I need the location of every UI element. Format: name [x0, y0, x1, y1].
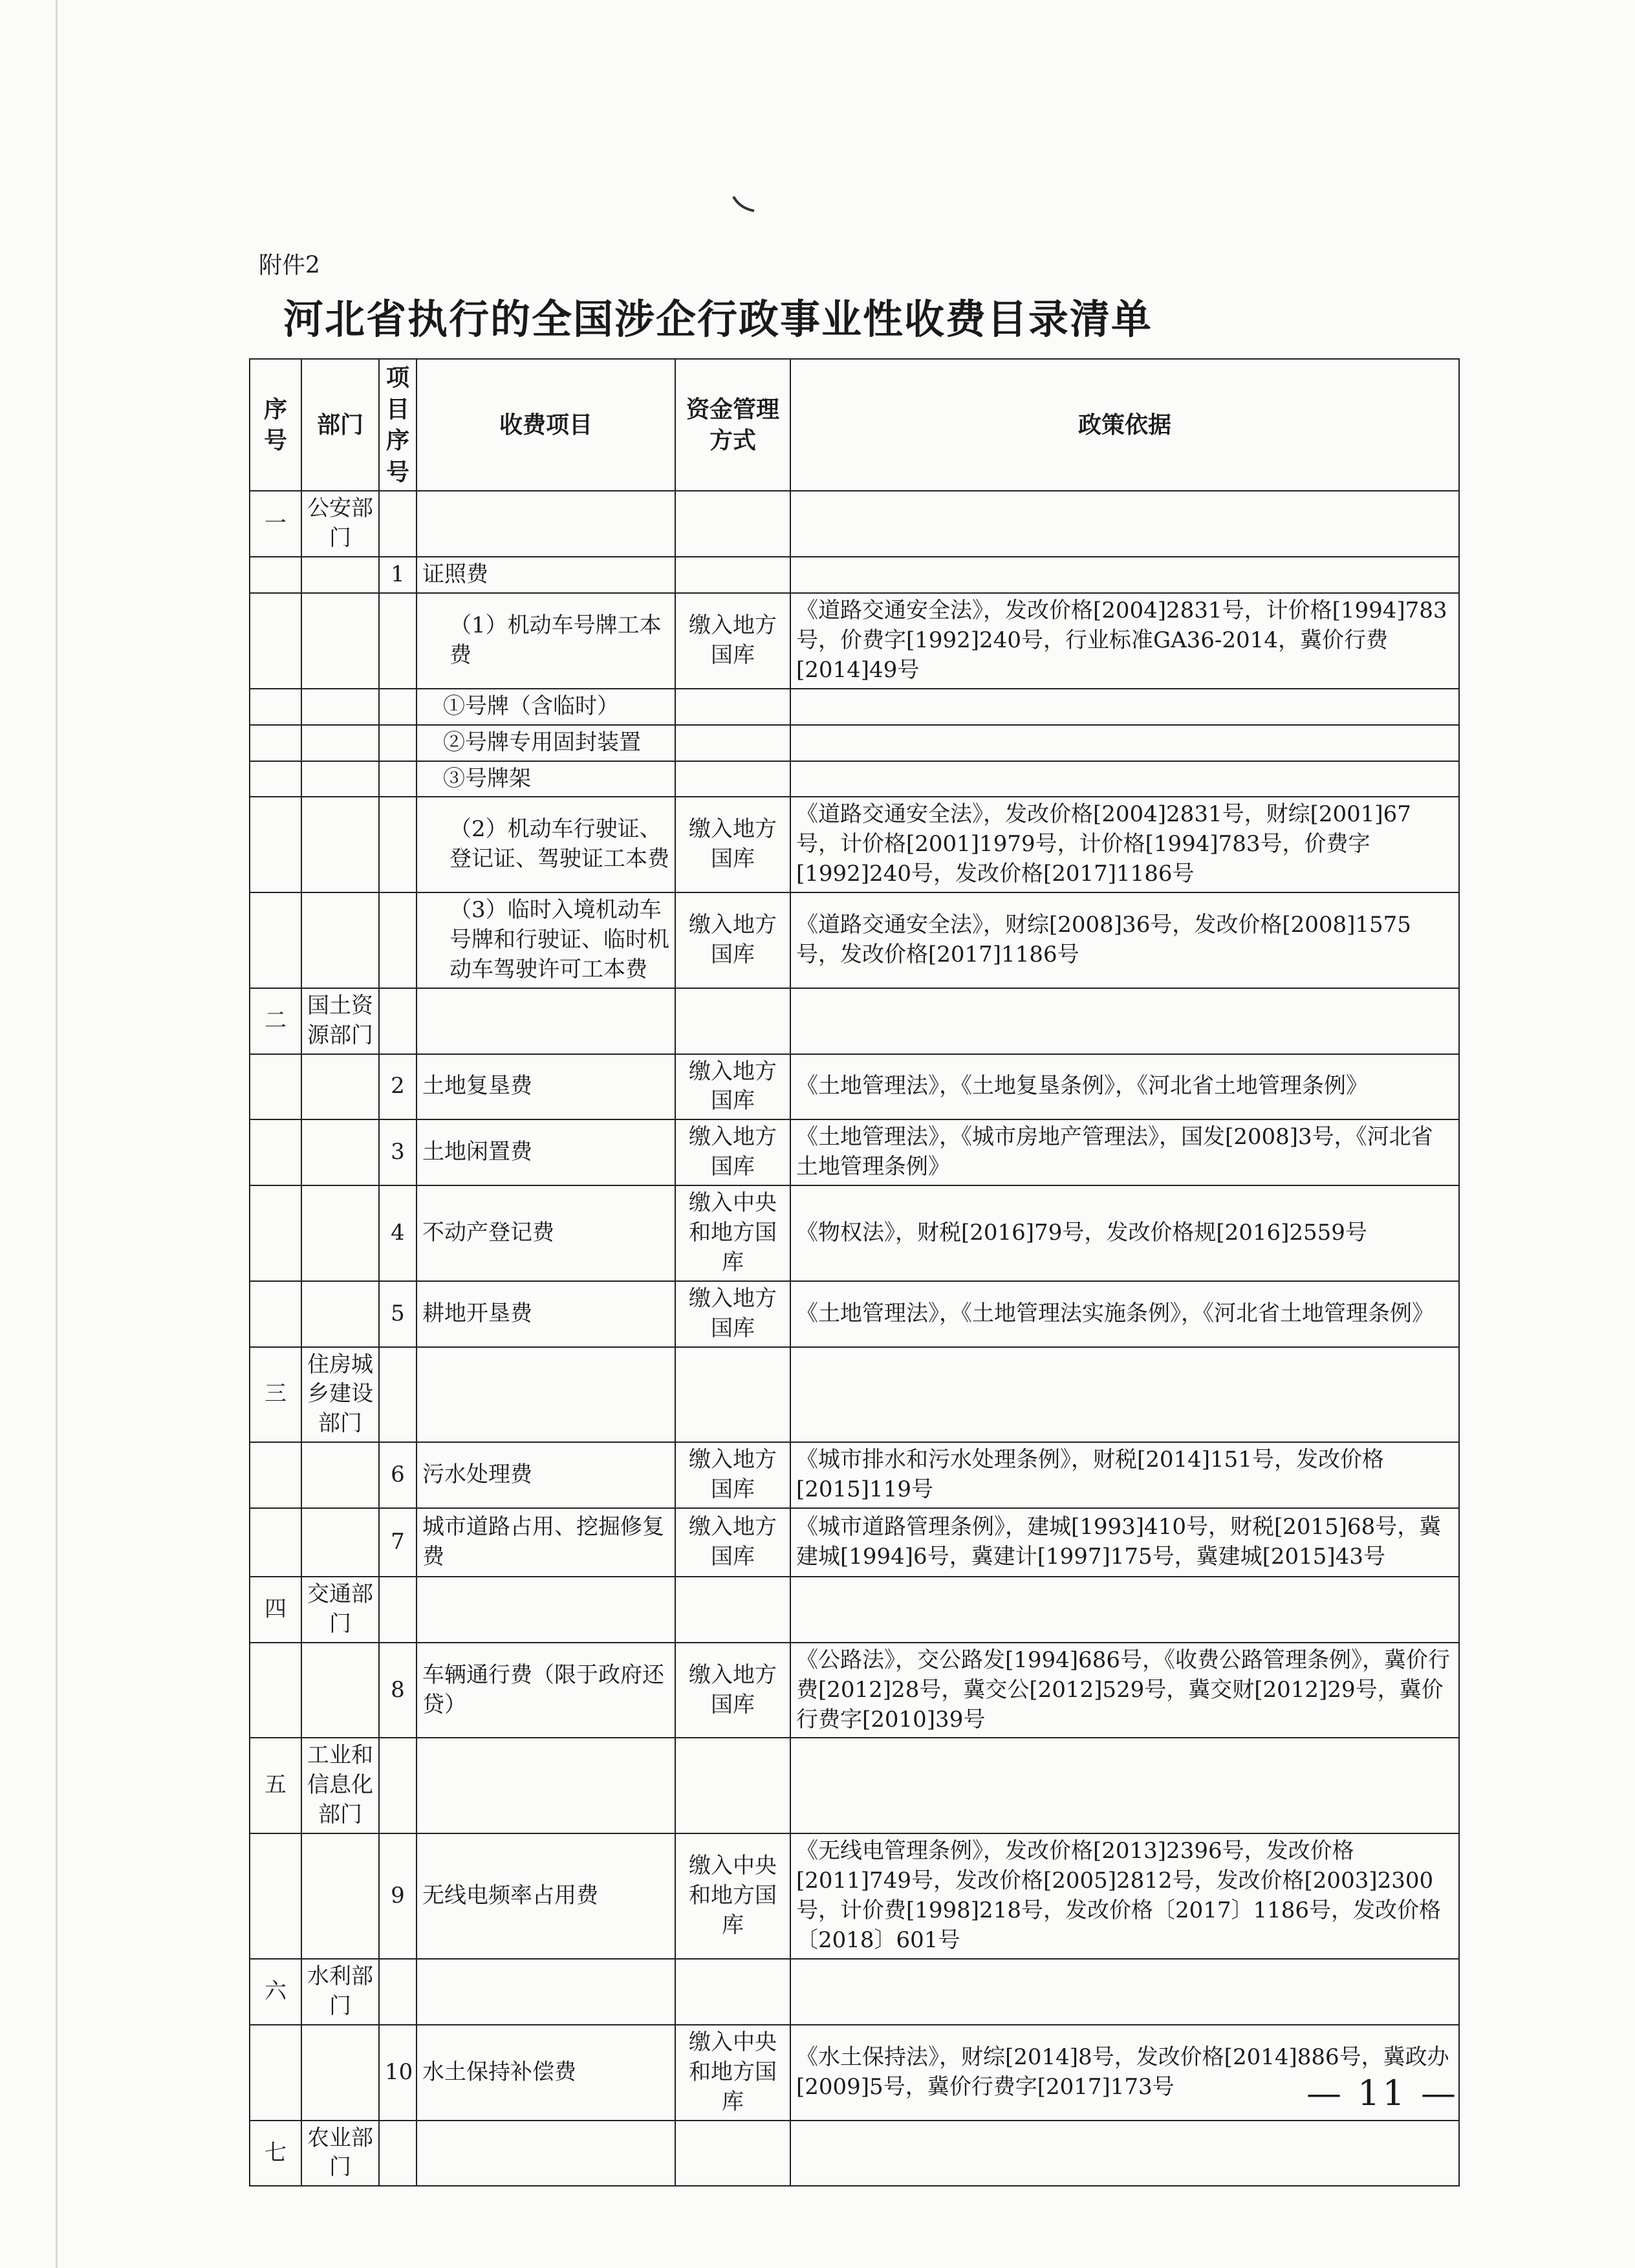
cell-policy: 《公路法》，交公路发[1994]686号，《收费公路管理条例》，冀价行费[2012]28号，冀交公[2012]529号，冀交财[2012]29号，冀价行费字[2010]39号 — [790, 1643, 1459, 1738]
cell-dept: 公安部门 — [301, 491, 379, 557]
header-fee-item: 收费项目 — [417, 359, 675, 491]
table-row — [250, 1577, 1459, 1643]
cell-policy: 《水土保持法》，财综[2014]8号，发改价格[2014]886号，冀政办[2009]5号，冀价行费字[2017]173号 — [790, 2025, 1459, 2121]
cell-fund-mgmt: 缴入地方国库 — [675, 1643, 790, 1738]
cell-fee-item: 城市道路占用、挖掘修复费 — [417, 1508, 675, 1577]
cell-fee-item — [417, 988, 675, 1054]
cell-item-seq — [379, 1577, 417, 1643]
cell-policy: 《城市道路管理条例》，建城[1993]410号，财税[2015]68号，冀建城[1994]6号，冀建计[1997]175号，冀建城[2015]43号 — [790, 1508, 1459, 1577]
cell-seq — [250, 1281, 301, 1347]
cell-policy — [790, 1738, 1459, 1833]
cell-policy — [790, 1959, 1459, 2025]
cell-fund-mgmt — [675, 988, 790, 1054]
cell-fee-item: 土地复垦费 — [417, 1054, 675, 1120]
cell-dept: 工业和信息化部门 — [301, 1738, 379, 1833]
cell-policy — [790, 1577, 1459, 1643]
cell-dept — [301, 1185, 379, 1281]
cell-fee-item: （1）机动车号牌工本费 — [417, 593, 675, 689]
cell-fund-mgmt: 缴入地方国库 — [675, 1508, 790, 1577]
attachment-label: 附件2 — [259, 252, 320, 279]
cell-item-seq: 4 — [379, 1185, 417, 1281]
cell-policy — [790, 557, 1459, 593]
cell-dept — [301, 1442, 379, 1508]
cell-policy — [790, 689, 1459, 725]
cell-dept — [301, 1119, 379, 1185]
cell-item-seq — [379, 2121, 417, 2187]
cell-seq: 三 — [250, 1347, 301, 1443]
cell-fund-mgmt — [675, 689, 790, 725]
cell-seq — [250, 1054, 301, 1120]
table-row — [250, 689, 1459, 725]
cell-policy — [790, 2121, 1459, 2187]
cell-item-seq — [379, 593, 417, 689]
cell-dept — [301, 557, 379, 593]
cell-fee-item: （3）临时入境机动车号牌和行驶证、临时机动车驾驶许可工本费 — [417, 892, 675, 988]
cell-dept: 国土资源部门 — [301, 988, 379, 1054]
cell-policy: 《土地管理法》，《城市房地产管理法》，国发[2008]3号，《河北省土地管理条例》 — [790, 1119, 1459, 1185]
cell-fund-mgmt: 缴入地方国库 — [675, 593, 790, 689]
cell-policy — [790, 725, 1459, 761]
cell-fund-mgmt — [675, 725, 790, 761]
table-row — [250, 892, 1459, 988]
cell-item-seq: 6 — [379, 1442, 417, 1508]
cell-fee-item: 土地闲置费 — [417, 1119, 675, 1185]
scan-edge — [56, 0, 58, 2268]
cell-item-seq: 7 — [379, 1508, 417, 1577]
table-row — [250, 1959, 1459, 2025]
header-item-seq: 项目序号 — [379, 359, 417, 491]
cell-policy: 《道路交通安全法》，发改价格[2004]2831号，财综[2001]67号，计价格[2001]1979号，计价格[1994]783号，价费字[1992]240号，发改价格[2017]1186号 — [790, 797, 1459, 892]
cell-fee-item: 水土保持补偿费 — [417, 2025, 675, 2121]
table-row — [250, 1119, 1459, 1185]
cell-dept — [301, 892, 379, 988]
cell-fee-item: （2）机动车行驶证、登记证、驾驶证工本费 — [417, 797, 675, 892]
cell-policy — [790, 988, 1459, 1054]
cell-seq — [250, 689, 301, 725]
page-number: — 11 — — [1306, 2073, 1459, 2113]
cell-policy: 《道路交通安全法》，财综[2008]36号，发改价格[2008]1575号，发改价格[2017]1186号 — [790, 892, 1459, 988]
cell-fee-item — [417, 1738, 675, 1833]
cell-fee-item: 污水处理费 — [417, 1442, 675, 1508]
cell-item-seq: 1 — [379, 557, 417, 593]
header-seq: 序号 — [250, 359, 301, 491]
table-body — [250, 491, 1459, 2186]
cell-item-seq: 8 — [379, 1643, 417, 1738]
cell-dept — [301, 2025, 379, 2121]
cell-fund-mgmt: 缴入地方国库 — [675, 1054, 790, 1120]
table-row — [250, 1442, 1459, 1508]
cell-dept — [301, 725, 379, 761]
table-row — [250, 725, 1459, 761]
table-row — [250, 1508, 1459, 1577]
cell-fee-item — [417, 1959, 675, 2025]
cell-item-seq — [379, 689, 417, 725]
cell-fund-mgmt: 缴入中央和地方国库 — [675, 1833, 790, 1959]
cell-policy: 《城市排水和污水处理条例》，财税[2014]151号，发改价格[2015]119号 — [790, 1442, 1459, 1508]
document-title: 河北省执行的全国涉企行政事业性收费目录清单 — [283, 296, 1153, 343]
cell-seq — [250, 2025, 301, 2121]
table-row — [250, 593, 1459, 689]
cell-dept — [301, 593, 379, 689]
cell-fund-mgmt — [675, 1347, 790, 1443]
cell-fee-item — [417, 491, 675, 557]
cell-item-seq — [379, 1738, 417, 1833]
cell-fund-mgmt: 缴入地方国库 — [675, 797, 790, 892]
cell-seq — [250, 1508, 301, 1577]
cell-item-seq: 9 — [379, 1833, 417, 1959]
cell-seq: 二 — [250, 988, 301, 1054]
cell-fund-mgmt: 缴入地方国库 — [675, 1281, 790, 1347]
pen-mark — [731, 194, 757, 213]
table-row — [250, 1347, 1459, 1443]
cell-dept — [301, 689, 379, 725]
cell-fund-mgmt — [675, 761, 790, 797]
table-row — [250, 761, 1459, 797]
cell-item-seq — [379, 1347, 417, 1443]
cell-fee-item — [417, 2121, 675, 2187]
table-row — [250, 1738, 1459, 1833]
cell-fund-mgmt: 缴入地方国库 — [675, 1119, 790, 1185]
cell-seq — [250, 1643, 301, 1738]
cell-fund-mgmt — [675, 1577, 790, 1643]
cell-fund-mgmt: 缴入地方国库 — [675, 892, 790, 988]
cell-seq — [250, 892, 301, 988]
cell-item-seq — [379, 761, 417, 797]
cell-item-seq — [379, 892, 417, 988]
cell-fund-mgmt: 缴入中央和地方国库 — [675, 1185, 790, 1281]
cell-seq — [250, 1119, 301, 1185]
cell-item-seq: 3 — [379, 1119, 417, 1185]
table-row — [250, 1833, 1459, 1959]
cell-fund-mgmt: 缴入中央和地方国库 — [675, 2025, 790, 2121]
cell-dept — [301, 1054, 379, 1120]
cell-seq: 五 — [250, 1738, 301, 1833]
cell-dept — [301, 1643, 379, 1738]
cell-fee-item: 不动产登记费 — [417, 1185, 675, 1281]
table-row — [250, 491, 1459, 557]
cell-dept: 交通部门 — [301, 1577, 379, 1643]
table-row — [250, 2121, 1459, 2187]
cell-item-seq — [379, 797, 417, 892]
cell-seq — [250, 725, 301, 761]
cell-policy: 《土地管理法》，《土地复垦条例》，《河北省土地管理条例》 — [790, 1054, 1459, 1120]
cell-dept — [301, 797, 379, 892]
cell-policy: 《无线电管理条例》，发改价格[2013]2396号，发改价格[2011]749号，发改价格[2005]2812号，发改价格[2003]2300号，计价费[1998]218号，发改价格〔2017〕1186号，发改价格〔2018〕601号 — [790, 1833, 1459, 1959]
table-header-row — [250, 359, 1459, 491]
cell-policy: 《物权法》，财税[2016]79号，发改价格规[2016]2559号 — [790, 1185, 1459, 1281]
cell-item-seq — [379, 725, 417, 761]
cell-fee-item: ①号牌（含临时） — [417, 689, 675, 725]
cell-item-seq: 2 — [379, 1054, 417, 1120]
cell-seq — [250, 593, 301, 689]
cell-seq — [250, 761, 301, 797]
cell-fund-mgmt — [675, 557, 790, 593]
cell-seq — [250, 1185, 301, 1281]
table-row — [250, 1281, 1459, 1347]
cell-policy — [790, 1347, 1459, 1443]
cell-dept: 住房城乡建设部门 — [301, 1347, 379, 1443]
table-row — [250, 1185, 1459, 1281]
cell-seq — [250, 557, 301, 593]
cell-dept — [301, 1508, 379, 1577]
fee-table — [249, 358, 1460, 2187]
cell-fund-mgmt: 缴入地方国库 — [675, 1442, 790, 1508]
cell-fee-item — [417, 1347, 675, 1443]
table-row — [250, 797, 1459, 892]
cell-fee-item: 证照费 — [417, 557, 675, 593]
table-row — [250, 2025, 1459, 2121]
header-policy: 政策依据 — [790, 359, 1459, 491]
cell-fund-mgmt — [675, 2121, 790, 2187]
cell-item-seq: 5 — [379, 1281, 417, 1347]
cell-seq: 四 — [250, 1577, 301, 1643]
cell-dept: 水利部门 — [301, 1959, 379, 2025]
table-row — [250, 988, 1459, 1054]
cell-item-seq: 10 — [379, 2025, 417, 2121]
cell-fee-item — [417, 1577, 675, 1643]
cell-policy: 《土地管理法》，《土地管理法实施条例》，《河北省土地管理条例》 — [790, 1281, 1459, 1347]
cell-dept — [301, 1281, 379, 1347]
cell-seq: 六 — [250, 1959, 301, 2025]
cell-dept — [301, 1833, 379, 1959]
cell-fee-item: ③号牌架 — [417, 761, 675, 797]
cell-item-seq — [379, 491, 417, 557]
cell-seq — [250, 1833, 301, 1959]
cell-seq: 七 — [250, 2121, 301, 2187]
cell-item-seq — [379, 1959, 417, 2025]
cell-fund-mgmt — [675, 491, 790, 557]
cell-fee-item: 无线电频率占用费 — [417, 1833, 675, 1959]
cell-fee-item: 车辆通行费（限于政府还贷） — [417, 1643, 675, 1738]
table-row — [250, 1054, 1459, 1120]
cell-dept — [301, 761, 379, 797]
cell-fund-mgmt — [675, 1738, 790, 1833]
cell-fund-mgmt — [675, 1959, 790, 2025]
cell-policy: 《道路交通安全法》，发改价格[2004]2831号，计价格[1994]783号，价费字[1992]240号，行业标准GA36-2014，冀价行费[2014]49号 — [790, 593, 1459, 689]
cell-item-seq — [379, 988, 417, 1054]
header-fund-mgmt: 资金管理方式 — [675, 359, 790, 491]
cell-seq — [250, 1442, 301, 1508]
table-row — [250, 557, 1459, 593]
table-row — [250, 1643, 1459, 1738]
cell-seq — [250, 797, 301, 892]
cell-dept: 农业部门 — [301, 2121, 379, 2187]
cell-fee-item: ②号牌专用固封装置 — [417, 725, 675, 761]
header-dept: 部门 — [301, 359, 379, 491]
cell-policy — [790, 761, 1459, 797]
cell-seq: 一 — [250, 491, 301, 557]
cell-fee-item: 耕地开垦费 — [417, 1281, 675, 1347]
cell-policy — [790, 491, 1459, 557]
